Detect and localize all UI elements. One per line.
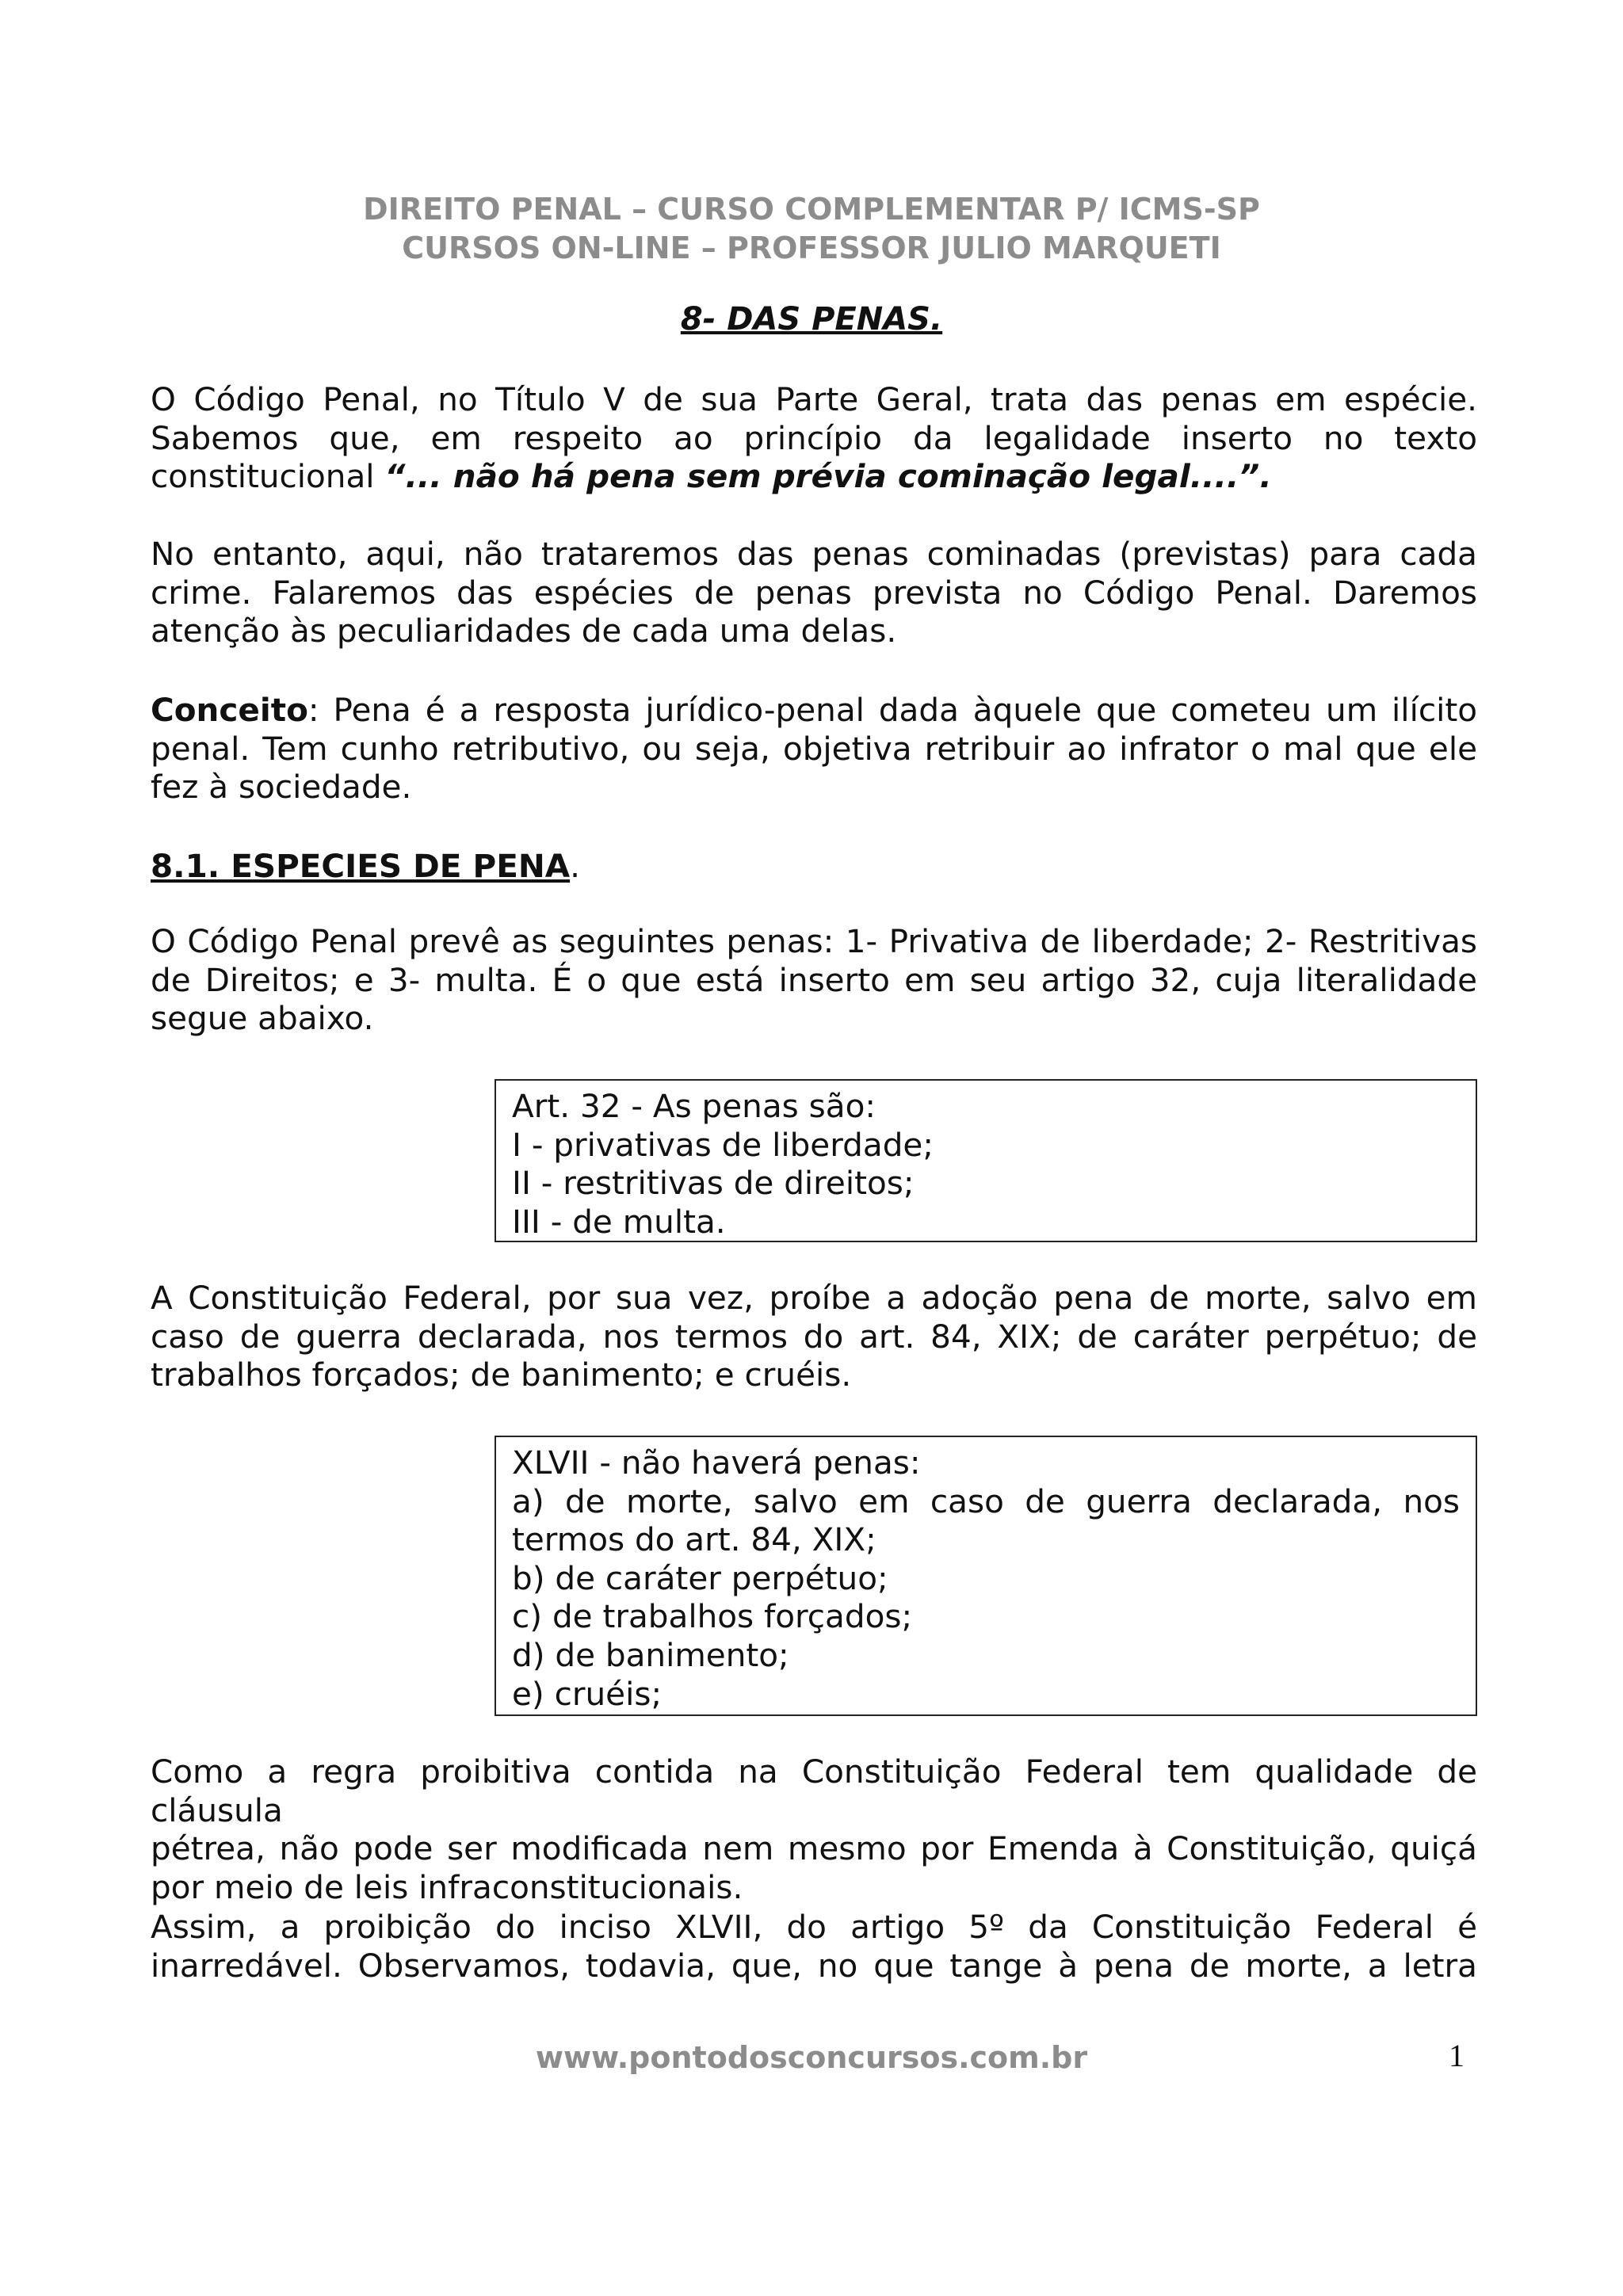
box-line: III - de multa. (512, 1202, 726, 1241)
section-heading-text: 8.1. ESPECIES DE PENA (151, 847, 571, 885)
paragraph-concept (151, 691, 1477, 807)
paragraph-line: Sabemos que, em respeito ao princípio da legalidade inserto no texto (151, 418, 1477, 457)
box-line: b) de caráter perpétuo; (512, 1558, 888, 1597)
paragraph-species (151, 922, 1477, 1038)
paragraph-line: trabalhos forçados; de banimento; e cruéis. (151, 1356, 852, 1394)
paragraph-line (151, 691, 1477, 730)
box-line: e) cruéis; (512, 1674, 663, 1713)
paragraph-line: O Código Penal, no Título V de sua Parte Geral, trata das penas em espécie. (151, 380, 1477, 418)
paragraph-line: No entanto, aqui, não trataremos das penas cominadas (previstas) para cada (151, 535, 1477, 573)
legal-quote: “... não há pena sem prévia cominação legal....”. (384, 457, 1272, 496)
paragraph-line: penal. Tem cunho retributivo, ou seja, objetiva retribuir ao infrator o mal que ele (151, 729, 1477, 768)
page-number: 1 (1449, 2038, 1465, 2073)
paragraph-line: O Código Penal prevê as seguintes penas: 1- Privativa de liberdade; 2- Restritivas (151, 922, 1477, 960)
paragraph-line: fez à sociedade. (151, 768, 412, 807)
paragraph-intro (151, 380, 1477, 496)
box-line: a) de morte, salvo em caso de guerra declarada, nos (512, 1482, 1460, 1520)
paragraph-line: Assim, a proibição do inciso XLVII, do artigo 5º da Constituição Federal é (151, 1908, 1477, 1946)
paragraph-line: A Constituição Federal, por sua vez, proíbe a adoção pena de morte, salvo em (151, 1279, 1477, 1317)
article-32-box (495, 1079, 1477, 1242)
concept-term: Conceito (151, 691, 308, 729)
section-heading (151, 846, 580, 886)
section-heading-punct: . (570, 847, 580, 885)
box-line: Art. 32 - As penas são: (512, 1087, 876, 1125)
paragraph-inciso-xlvii (151, 1908, 1477, 1985)
paragraph-line: por meio de leis infraconstitucionais. (151, 1867, 743, 1906)
paragraph-line: de Direitos; e 3- multa. É o que está inserto em seu artigo 32, cuja literalidade (151, 960, 1477, 999)
paragraph-line: crime. Falaremos das espécies de penas prevista no Código Penal. Daremos (151, 573, 1477, 612)
box-line: II - restritivas de direitos; (512, 1164, 915, 1203)
paragraph-scope (151, 535, 1477, 650)
page-header (0, 190, 1623, 268)
text-fragment: : Pena é a resposta jurídico-penal dada àquele que cometeu um ilícito (307, 691, 1477, 729)
box-line: termos do art. 84, XIX; (512, 1520, 876, 1559)
chapter-title: 8- DAS PENAS. (680, 301, 943, 338)
paragraph-line (151, 457, 1477, 496)
box-line: I - privativas de liberdade; (512, 1125, 934, 1164)
header-course-line: DIREITO PENAL – CURSO COMPLEMENTAR P/ ICMS-SP (363, 192, 1260, 227)
inciso-xlvii-box (495, 1436, 1477, 1716)
paragraph-line: pétrea, não pode ser modificada nem mesmo por Emenda à Constituição, quiçá (151, 1829, 1477, 1868)
text-fragment: constitucional (151, 457, 385, 496)
paragraph-clausula-petrea (151, 1753, 1477, 1906)
box-line: XLVII - não haverá penas: (512, 1444, 921, 1482)
paragraph-line: caso de guerra declarada, nos termos do art. 84, XIX; de caráter perpétuo; de (151, 1317, 1477, 1356)
box-line: d) de banimento; (512, 1635, 789, 1674)
box-line: c) de trabalhos forçados; (512, 1597, 913, 1636)
header-professor-line: CURSOS ON-LINE – PROFESSOR JULIO MARQUETI (402, 231, 1221, 265)
footer-url: www.pontodosconcursos.com.br (535, 2040, 1088, 2075)
paragraph-line: inarredável. Observamos, todavia, que, no que tange à pena de morte, a letra (151, 1946, 1477, 1985)
paragraph-line: Como a regra proibitiva contida na Constituição Federal tem qualidade de cláusula (151, 1753, 1477, 1829)
paragraph-constitution (151, 1279, 1477, 1394)
paragraph-line: segue abaixo. (151, 999, 374, 1038)
paragraph-line: atenção às peculiaridades de cada uma delas. (151, 612, 897, 650)
